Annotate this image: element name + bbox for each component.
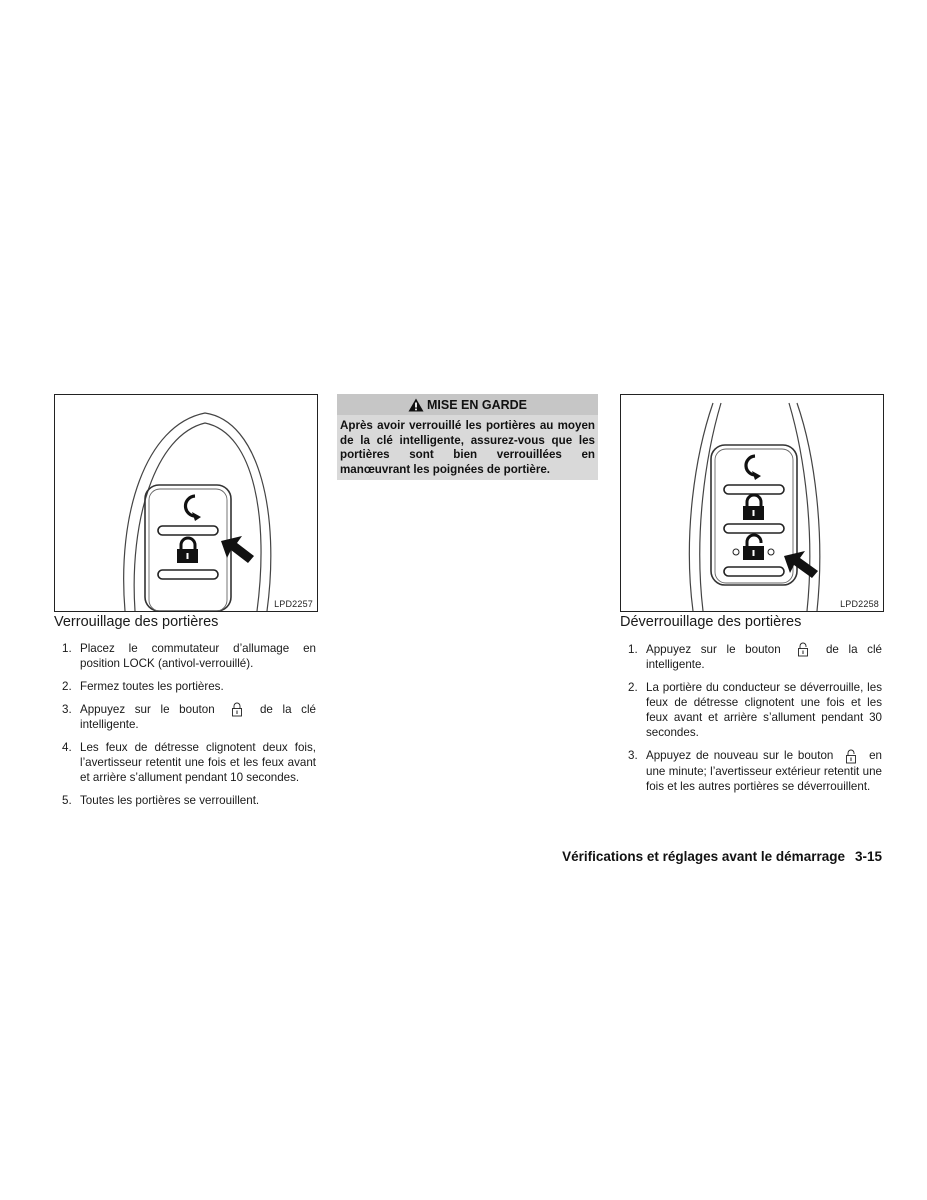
remote-start-icon — [185, 496, 201, 521]
list-item: 3. Appuyez sur le bouton de la clé intelligente. — [62, 703, 316, 732]
section-title-lock: Verrouillage des portières — [54, 614, 219, 630]
lock-icon — [743, 495, 764, 520]
figure-unlock-key — [620, 394, 884, 612]
figure-code: LPD2258 — [840, 599, 879, 609]
smart-key-unlock-illustration — [621, 395, 883, 611]
caution-box — [337, 394, 598, 480]
section-title-unlock: Déverrouillage des portières — [620, 614, 802, 630]
unlock-icon — [733, 535, 774, 560]
list-item: 5. Toutes les portières se verrouillent. — [62, 794, 260, 808]
figure-code: LPD2257 — [274, 599, 313, 609]
unlock-button-icon — [790, 642, 816, 657]
list-item: 2. La portière du conducteur se déverrouille, les feux de détresse clignotent une fois et les feux avant et arrière s’allument pendant 30 secondes. — [628, 681, 882, 740]
caution-text: Après avoir verrouillé les portières au moyen de la clé intelligente, assurez-vous que les portières sont bien verrouillées en manœuvrant les poignées de portière. — [340, 419, 595, 476]
caution-heading: MISE EN GARDE — [337, 394, 598, 415]
footer-section-title: Vérifications et réglages avant le démarrage — [562, 849, 845, 864]
lock-button-icon — [224, 702, 250, 717]
lock-steps — [62, 641, 316, 816]
list-item: 1. Placez le commutateur d’allumage en position LOCK (antivol-verrouillé). — [62, 642, 316, 670]
unlock-button-icon — [838, 749, 864, 764]
arrow-pointer-icon — [221, 536, 254, 563]
list-item: 2. Fermez toutes les portières. — [62, 680, 224, 693]
unlock-steps — [628, 642, 882, 802]
lock-icon — [177, 538, 198, 563]
page-footer — [562, 849, 882, 864]
remote-start-icon — [746, 456, 761, 480]
list-item: 3. Appuyez de nouveau sur le bouton en une minute; l’avertisseur extérieur retentit une fois et les autres portières se déverrouillent. — [628, 749, 882, 793]
page-number: 3-15 — [854, 849, 882, 864]
figure-lock-key — [54, 394, 318, 612]
smart-key-lock-illustration — [55, 395, 317, 611]
list-item: 4. Les feux de détresse clignotent deux fois, l’avertisseur retentit une fois et les feux avant et arrière s’allument pendant 10 secondes. — [62, 741, 316, 785]
arrow-pointer-icon — [784, 551, 818, 578]
list-item: 1. Appuyez sur le bouton de la clé intelligente. — [628, 643, 882, 672]
warning-icon — [408, 398, 424, 412]
